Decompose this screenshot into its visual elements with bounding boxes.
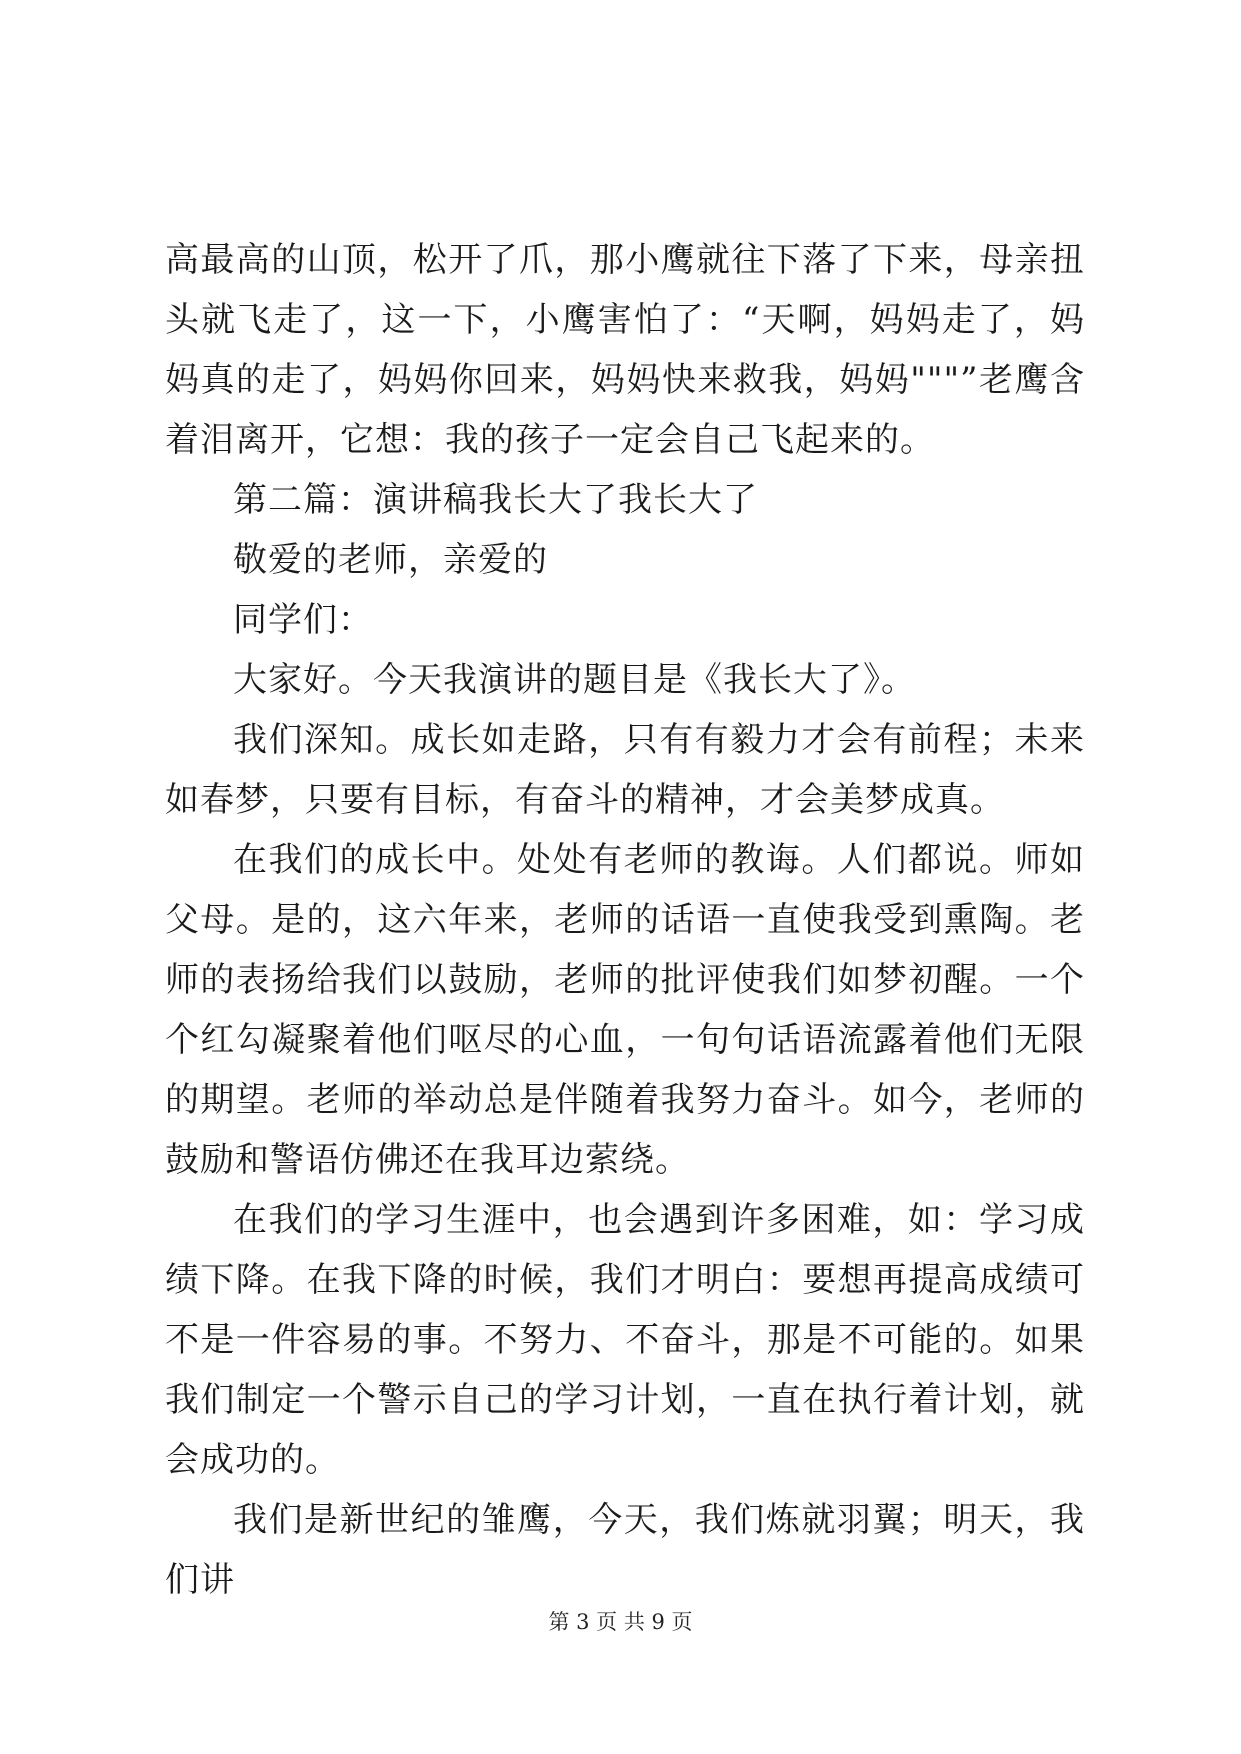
paragraph-2: 我们深知。成长如走路，只有有毅力才会有前程；未来如春梦，只要有目标，有奋斗的精神，才会美梦成真。 [165, 720, 1085, 820]
paragraph-5: 我们是新世纪的雏鹰，今天，我们炼就羽翼；明天，我们讲 [165, 1500, 1085, 1600]
section-heading: 第二篇：演讲稿我长大了我长大了 [233, 480, 758, 520]
paragraph-greeting: 大家好。今天我演讲的题目是《我长大了》。 [233, 660, 916, 700]
paragraph-3: 在我们的成长中。处处有老师的教诲。人们都说。师如父母。是的，这六年来，老师的话语一直使我受到熏陶。老师的表扬给我们以鼓励，老师的批评使我们如梦初醒。一个个红勾凝聚着他们呕尽的心血，一句句话语流露着他们无限的期望。老师的举动总是伴随着我努力奋斗。如今，老师的鼓励和警语仿佛还在我耳边萦绕。 [165, 840, 1085, 1180]
salutation-line-2: 同学们： [233, 600, 373, 640]
paragraph-4: 在我们的学习生涯中，也会遇到许多困难，如：学习成绩下降。在我下降的时候，我们才明白：要想再提高成绩可不是一件容易的事。不努力、不奋斗，那是不可能的。如果我们制定一个警示自己的学习计划，一直在执行着计划，就会成功的。 [165, 1200, 1085, 1480]
page-number-footer: 第 3 页 共 9 页 [548, 1610, 693, 1634]
salutation-line-1: 敬爱的老师，亲爱的 [233, 540, 548, 580]
document-body [165, 230, 1085, 1610]
paragraph-1: 高最高的山顶，松开了爪，那小鹰就往下落了下来，母亲扭头就飞走了，这一下，小鹰害怕了：“天啊，妈妈走了，妈妈真的走了，妈妈你回来，妈妈快来救我，妈妈"""”老鹰含着泪离开，它想：我的孩子一定会自己飞起来的。 [165, 240, 1085, 460]
